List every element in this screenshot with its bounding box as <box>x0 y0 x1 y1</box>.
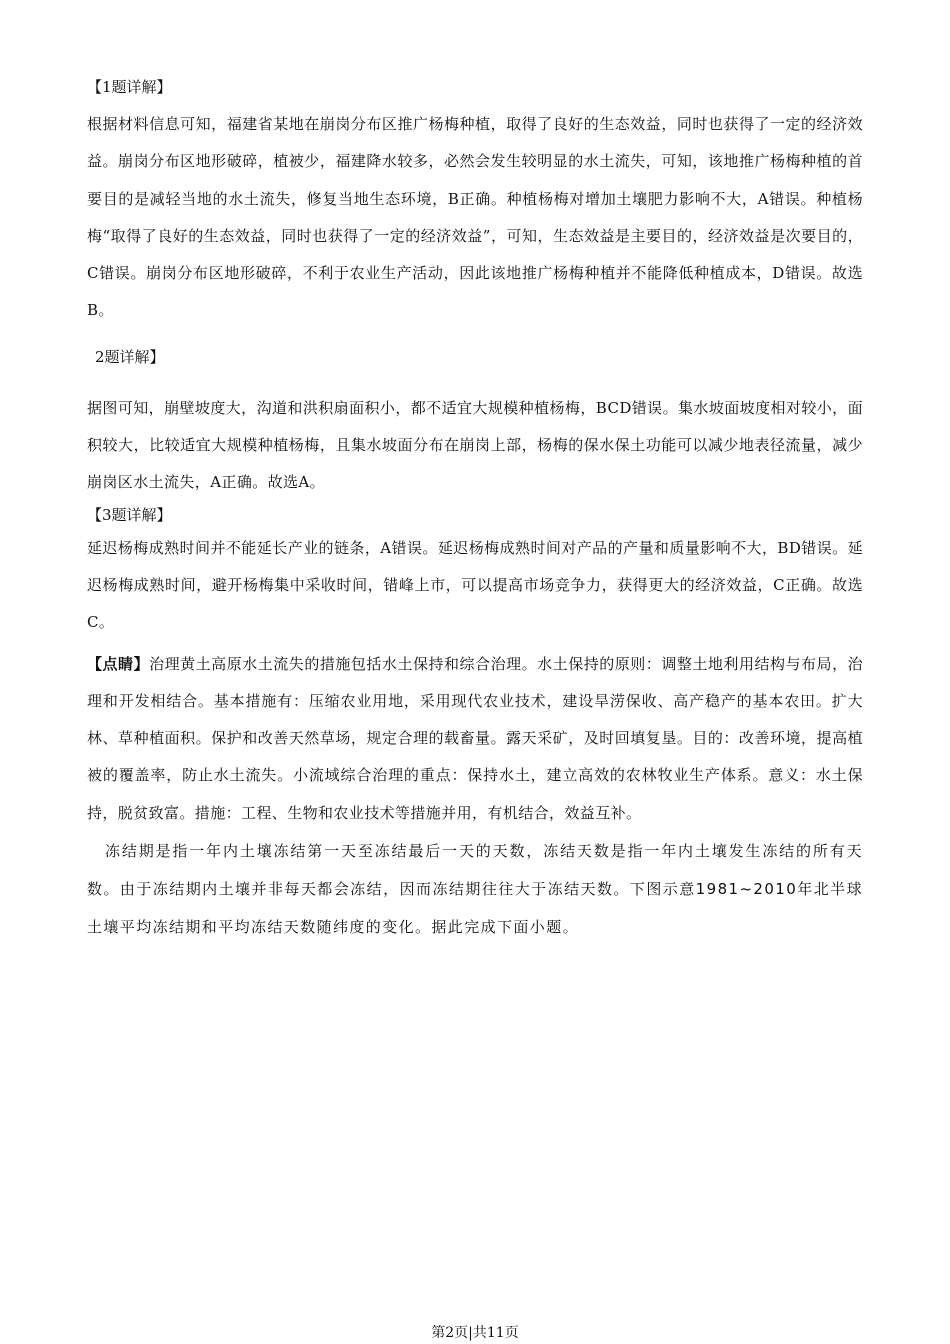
tip-paragraph <box>87 646 863 832</box>
next-question-intro: 冻结期是指一年内土壤冻结第一天至冻结最后一天的天数，冻结天数是指一年内土壤发生冻结的所有天数。由于冻结期内土壤并非每天都会冻结，因而冻结期往往大于冻结天数。下图示意1981~2010年北半球土壤平均冻结期和平均冻结天数随纬度的变化。据此完成下面小题。 <box>87 842 863 937</box>
tip-text: 治理黄土高原水土流失的措施包括水土保持和综合治理。水土保持的原则：调整土地利用结构与布局，治理和开发相结合。基本措施有：压缩农业用地，采用现代农业技术，建设旱涝保收、高产稳产的基本农田。扩大林、草种植面积。保护和改善天然草场，规定合理的载畜量。露天采矿，及时回填复垦。目的：改善环境，提高植被的覆盖率，防止水土流失。小流域综合治理的重点：保持水土，建立高效的农林牧业生产体系。意义：水土保持，脱贫致富。措施：工程、生物和农业技术等措施并用，有机结合，效益互补。 <box>87 654 863 822</box>
q3-heading: 【3题详解】 <box>87 505 172 524</box>
q2-explanation: 据图可知，崩壁坡度大，沟道和洪积扇面积小，都不适宜大规模种植杨梅，BCD错误。集水坡面坡度相对较小，面积较大，比较适宜大规模种植杨梅，且集水坡面分布在崩岗上部，杨梅的保水保土功能可以减少地表径流量，减少崩岗区水土流失，A正确。故选A。 <box>87 398 863 492</box>
tip-label: 【点睛】 <box>87 654 150 673</box>
q1-explanation: 根据材料信息可知，福建省某地在崩岗分布区推广杨梅种植，取得了良好的生态效益，同时也获得了一定的经济效益。崩岗分布区地形破碎，植被少，福建降水较多，必然会发生较明显的水土流失，可知，该地推广杨梅种植的首要目的是减轻当地的水土流失，修复当地生态环境，B正确。种植杨梅对增加土壤肥力影响不大，A错误。种植杨梅“取得了良好的生态效益，同时也获得了一定的经济效益”，可知，生态效益是主要目的，经济效益是次要目的，C错误。崩岗分布区地形破碎，不利于农业生产活动，因此该地推广杨梅种植并不能降低种植成本，D错误。故选B。 <box>87 115 863 320</box>
q2-heading: 2题详解】 <box>95 347 165 366</box>
q3-explanation: 延迟杨梅成熟时间并不能延长产业的链条，A错误。延迟杨梅成熟时间对产品的产量和质量影响不大，BD错误。延迟杨梅成熟时间，避开杨梅集中采收时间，错峰上市，可以提高市场竞争力，获得更大的经济效益，C正确。故选C。 <box>87 538 863 632</box>
page-footer: 第2页|共11页 <box>431 1325 519 1341</box>
document-body <box>87 76 863 946</box>
q1-heading: 【1题详解】 <box>87 78 172 96</box>
